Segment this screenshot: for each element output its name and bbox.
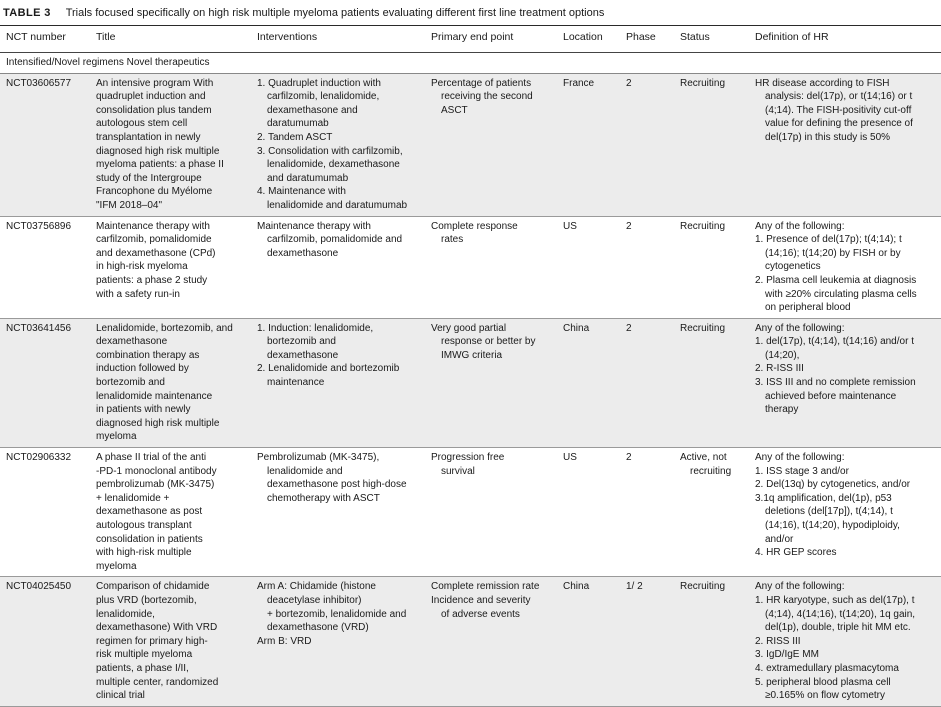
interventions-line: bortezomib and xyxy=(267,336,336,348)
definition-of-hr-line: 2. Plasma cell leukemia at diagnosis xyxy=(755,274,917,286)
trial-title-line: dexamethasone) With VRD xyxy=(96,622,218,634)
primary-end-point-line: Progression free xyxy=(431,452,505,464)
interventions xyxy=(251,577,425,706)
primary-end-point-line: rates xyxy=(441,234,464,246)
nct-number: NCT04025450 xyxy=(0,577,90,706)
trial-title-line: "IFM 2018–04" xyxy=(96,199,163,211)
primary-end-point-line: Very good partial xyxy=(431,322,507,334)
definition-of-hr-line: 1. del(17p), t(4;14), t(14;16) and/or t xyxy=(755,336,914,348)
definition-of-hr-line: (14;16); t(14;20) by FISH or by xyxy=(765,247,901,259)
section-title: Intensified/Novel regimens Novel therapeutics xyxy=(0,53,941,74)
location: US xyxy=(557,216,620,318)
trials-table xyxy=(0,25,941,707)
definition-of-hr xyxy=(749,448,941,577)
table-row xyxy=(0,318,941,447)
table-label: TABLE 3 xyxy=(3,7,51,19)
header-definition-of-hr: Definition of HR xyxy=(749,26,941,53)
definition-of-hr xyxy=(749,216,941,318)
trial-title-line: Maintenance therapy with xyxy=(96,220,210,232)
definition-of-hr-line: 2. R-ISS III xyxy=(755,363,804,375)
trial-title-line: bortezomib and xyxy=(96,377,165,389)
phase: 2 xyxy=(620,73,674,216)
definition-of-hr-line: 4. extramedullary plasmacytoma xyxy=(755,662,899,674)
interventions-line: 2. Lenalidomide and bortezomib xyxy=(257,363,400,375)
trial-title xyxy=(90,73,251,216)
trial-title-line: lenalidomide maintenance xyxy=(96,390,213,402)
interventions-line: dexamethasone xyxy=(267,349,339,361)
trial-title-line: patients, a phase I/II, xyxy=(96,662,189,674)
definition-of-hr-line: del(17p) in this study is 50% xyxy=(765,131,891,143)
interventions-line: + bortezomib, lenalidomide and xyxy=(267,608,407,620)
definition-of-hr-line: Any of the following: xyxy=(755,322,845,334)
nct-number: NCT03606577 xyxy=(0,73,90,216)
nct-number: NCT03756896 xyxy=(0,216,90,318)
interventions-line: lenalidomide and xyxy=(267,465,343,477)
trial-title-line: -PD-1 monoclonal antibody xyxy=(96,465,217,477)
interventions-line: deacetylase inhibitor) xyxy=(267,594,362,606)
status-line: Active, not xyxy=(680,452,727,464)
definition-of-hr xyxy=(749,73,941,216)
phase: 2 xyxy=(620,216,674,318)
primary-end-point-line: survival xyxy=(441,465,475,477)
trial-title-line: autologous transplant xyxy=(96,520,192,531)
trial-title-line: dexamethasone as post xyxy=(96,506,203,518)
definition-of-hr-line: value for defining the presence of xyxy=(765,118,913,130)
header-nct-number: NCT number xyxy=(0,26,90,53)
status-line: Recruiting xyxy=(680,220,726,232)
primary-end-point-line: Complete remission rate xyxy=(431,581,540,593)
interventions-line: 1. Quadruplet induction with xyxy=(257,77,381,89)
trial-title-line: pembrolizumab (MK-3475) xyxy=(96,479,215,491)
trial-title-line: consolidation plus tandem xyxy=(96,104,212,116)
trial-title-line: induction followed by xyxy=(96,363,189,375)
definition-of-hr-line: Any of the following: xyxy=(755,452,845,464)
interventions-line: dexamethasone post high-dose xyxy=(267,479,407,491)
header-status: Status xyxy=(674,26,749,53)
definition-of-hr-line: therapy xyxy=(765,404,799,416)
trial-title-line: patients: a phase 2 study xyxy=(96,274,208,286)
primary-end-point-line: IMWG criteria xyxy=(441,349,503,361)
location: US xyxy=(557,448,620,577)
definition-of-hr-line: (14;20), xyxy=(765,349,800,361)
definition-of-hr-line: on peripheral blood xyxy=(765,302,851,314)
trial-title-line: clinical trial xyxy=(96,690,145,702)
header-interventions: Interventions xyxy=(251,26,425,53)
trial-title xyxy=(90,577,251,706)
primary-end-point xyxy=(425,73,557,216)
interventions xyxy=(251,318,425,447)
phase: 1/ 2 xyxy=(620,577,674,706)
trial-title-line: diagnosed high risk multiple xyxy=(96,145,220,157)
definition-of-hr-line: analysis: del(17p), or t(14;16) or t xyxy=(765,91,913,103)
primary-end-point-line: Complete response xyxy=(431,220,518,232)
interventions-line: 4. Maintenance with xyxy=(257,186,346,198)
definition-of-hr-line: cytogenetics xyxy=(765,261,821,273)
definition-of-hr-line: deletions (del[17p]), t(4;14), t xyxy=(765,506,893,518)
interventions-line: lenalidomide and daratumumab xyxy=(267,199,408,211)
trial-title-line: transplantation in newly xyxy=(96,131,201,143)
definition-of-hr-line: 3. IgD/IgE MM xyxy=(755,649,819,661)
interventions-line: Arm A: Chidamide (histone xyxy=(257,581,376,593)
trial-title-line: diagnosed high risk multiple xyxy=(96,417,220,429)
trial-title-line: dexamethasone xyxy=(96,336,168,348)
definition-of-hr-line: 4. HR GEP scores xyxy=(755,547,837,559)
trial-title-line: with a safety run-in xyxy=(96,288,180,300)
trial-title-line: multiple center, randomized xyxy=(96,676,219,688)
definition-of-hr-line: 1. HR karyotype, such as del(17p), t xyxy=(755,594,915,606)
definition-of-hr-line: 3. ISS III and no complete remission xyxy=(755,377,916,389)
definition-of-hr-line: (4;14), 4(14;16), t(14;20), 1q gain, xyxy=(765,608,916,620)
nct-number: NCT03641456 xyxy=(0,318,90,447)
trial-title-line: combination therapy as xyxy=(96,349,200,361)
interventions-line: chemotherapy with ASCT xyxy=(267,492,380,504)
definition-of-hr-line: HR disease according to FISH xyxy=(755,77,890,89)
interventions-line: lenalidomide, dexamethasone xyxy=(267,159,400,171)
header-phase: Phase xyxy=(620,26,674,53)
trial-title-line: study of the Intergroupe xyxy=(96,172,202,184)
interventions-line: daratumumab xyxy=(267,118,329,130)
definition-of-hr-line: Any of the following: xyxy=(755,220,845,232)
interventions-line: Pembrolizumab (MK-3475), xyxy=(257,452,380,464)
trial-title-line: myeloma xyxy=(96,560,137,572)
location: China xyxy=(557,577,620,706)
definition-of-hr-line: 1. ISS stage 3 and/or xyxy=(755,465,849,477)
definition-of-hr-line: 5. peripheral blood plasma cell xyxy=(755,676,891,688)
interventions xyxy=(251,448,425,577)
primary-end-point xyxy=(425,448,557,577)
location: France xyxy=(557,73,620,216)
interventions xyxy=(251,73,425,216)
phase: 2 xyxy=(620,318,674,447)
interventions xyxy=(251,216,425,318)
trial-title-line: plus VRD (bortezomib, xyxy=(96,594,197,606)
trial-title-line: Comparison of chidamide xyxy=(96,581,210,593)
table-caption xyxy=(3,6,604,20)
status xyxy=(674,73,749,216)
status-line: Recruiting xyxy=(680,322,726,334)
trial-title-line: A phase II trial of the anti xyxy=(96,452,207,464)
primary-end-point xyxy=(425,318,557,447)
trial-title-line: in patients with newly xyxy=(96,404,191,416)
trial-title xyxy=(90,216,251,318)
location: China xyxy=(557,318,620,447)
status xyxy=(674,577,749,706)
status xyxy=(674,216,749,318)
header-location: Location xyxy=(557,26,620,53)
interventions-line: dexamethasone (VRD) xyxy=(267,622,369,634)
trial-title-line: risk multiple myeloma xyxy=(96,649,193,661)
header-row xyxy=(0,26,941,53)
interventions-line: carfilzomib, lenalidomide, xyxy=(267,91,380,103)
trial-title-line: lenalidomide, xyxy=(96,608,155,620)
interventions-line: dexamethasone xyxy=(267,247,339,259)
table-row xyxy=(0,216,941,318)
definition-of-hr xyxy=(749,318,941,447)
section-row xyxy=(0,53,941,74)
trial-title-line: + lenalidomide + xyxy=(96,492,170,504)
primary-end-point-line: receiving the second xyxy=(441,91,533,103)
table-row xyxy=(0,577,941,706)
trial-title-line: myeloma xyxy=(96,431,137,443)
status-line: Recruiting xyxy=(680,581,726,593)
definition-of-hr-line: (14;16), t(14;20), hypodiploidy, xyxy=(765,520,900,531)
definition-of-hr xyxy=(749,577,941,706)
header-primary-end-point: Primary end point xyxy=(425,26,557,53)
primary-end-point xyxy=(425,577,557,706)
definition-of-hr-line: (4;14). The FISH-positivity cut-off xyxy=(765,104,912,116)
interventions-line: 2. Tandem ASCT xyxy=(257,131,333,143)
interventions-line: carfilzomib, pomalidomide and xyxy=(267,234,403,246)
header-title: Title xyxy=(90,26,251,53)
definition-of-hr-line: achieved before maintenance xyxy=(765,390,897,402)
trial-title xyxy=(90,318,251,447)
trial-title-line: regimen for primary high- xyxy=(96,635,208,647)
definition-of-hr-line: 3.1q amplification, del(1p), p53 xyxy=(755,492,892,504)
trial-title-line: Lenalidomide, bortezomib, and xyxy=(96,322,233,334)
primary-end-point-line: Incidence and severity xyxy=(431,594,531,606)
status xyxy=(674,318,749,447)
definition-of-hr-line: 2. Del(13q) by cytogenetics, and/or xyxy=(755,479,911,491)
definition-of-hr-line: 2. RISS III xyxy=(755,635,801,647)
definition-of-hr-line: 1. Presence of del(17p); t(4;14); t xyxy=(755,234,902,246)
interventions-line: 3. Consolidation with carfilzomib, xyxy=(257,145,403,157)
trial-title-line: in high-risk myeloma xyxy=(96,261,188,273)
primary-end-point-line: ASCT xyxy=(441,104,468,116)
interventions-line: maintenance xyxy=(267,377,325,389)
table-caption-text: Trials focused specifically on high risk multiple myeloma patients evaluating different first line treatment options xyxy=(65,7,605,19)
primary-end-point-line: of adverse events xyxy=(441,608,520,620)
table-row xyxy=(0,73,941,216)
interventions-line: 1. Induction: lenalidomide, xyxy=(257,322,374,334)
trial-title-line: with high-risk multiple xyxy=(96,547,192,559)
definition-of-hr-line: with ≥20% circulating plasma cells xyxy=(765,288,917,300)
trial-title xyxy=(90,448,251,577)
interventions-line: Maintenance therapy with xyxy=(257,220,371,232)
definition-of-hr-line: Any of the following: xyxy=(755,581,845,593)
interventions-line: and daratumumab xyxy=(267,172,349,184)
definition-of-hr-line: and/or xyxy=(765,533,794,545)
trial-title-line: quadruplet induction and xyxy=(96,91,206,103)
status xyxy=(674,448,749,577)
interventions-line: Arm B: VRD xyxy=(257,635,312,647)
phase: 2 xyxy=(620,448,674,577)
primary-end-point xyxy=(425,216,557,318)
definition-of-hr-line: del(1p), double, triple hit MM etc. xyxy=(765,622,911,634)
trial-title-line: carfilzomib, pomalidomide xyxy=(96,234,212,246)
nct-number: NCT02906332 xyxy=(0,448,90,577)
status-line: recruiting xyxy=(690,465,732,477)
trial-title-line: and dexamethasone (CPd) xyxy=(96,247,216,259)
interventions-line: dexamethasone and xyxy=(267,104,358,116)
definition-of-hr-line: ≥0.165% on flow cytometry xyxy=(765,690,885,702)
primary-end-point-line: response or better by xyxy=(441,336,536,348)
primary-end-point-line: Percentage of patients xyxy=(431,77,532,89)
trial-title-line: myeloma patients: a phase II xyxy=(96,159,224,171)
table-row xyxy=(0,448,941,577)
trial-title-line: consolidation in patients xyxy=(96,533,203,545)
status-line: Recruiting xyxy=(680,77,726,89)
trial-title-line: Francophone du Myélome xyxy=(96,186,213,198)
trial-title-line: autologous stem cell xyxy=(96,118,188,130)
trial-title-line: An intensive program With xyxy=(96,77,214,89)
